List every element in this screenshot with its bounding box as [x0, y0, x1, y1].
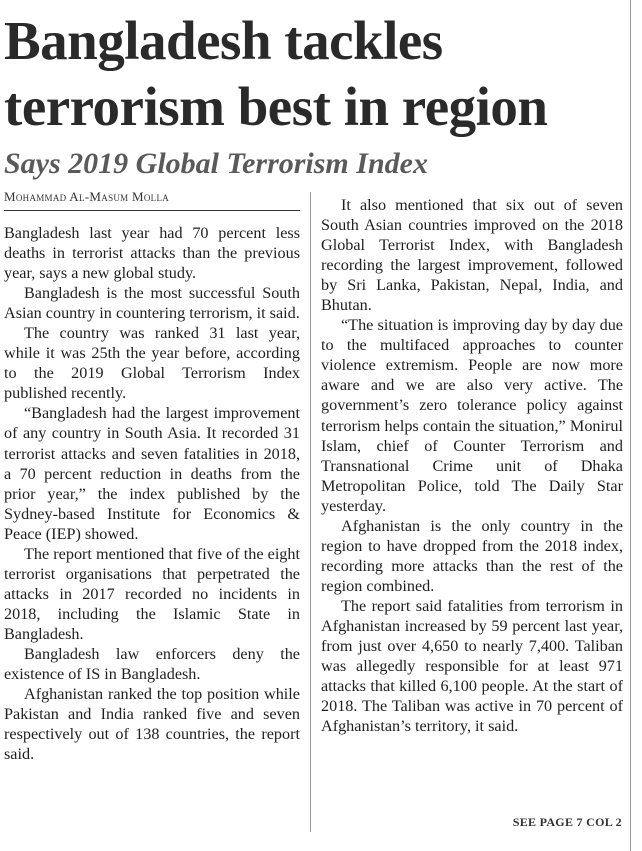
paragraph: Afghanistan is the only country in the region to have dropped from the 2018 index, recording more attacks than the rest of the region combined.	[321, 516, 623, 595]
headline: Bangladesh tackles terrorism best in region	[4, 10, 548, 137]
paragraph: “Bangladesh had the largest improvement of any country in South Asia. It recorded 31 terrorist attacks and seven fatalities in 2018, a 70 percent reduction in deaths from the prior year,” the index published by the Sydney-based Institute for Economics & Peace (IEP) showed.	[4, 404, 300, 543]
byline-rule	[4, 210, 300, 211]
paragraph: The report said fatalities from terrorism in Afghanistan increased by 59 percent last year, from just over 4,650 to nearly 7,400. Taliban was allegedly responsible for at least 971 attacks that killed 6,100 people. At the start of 2018. The Taliban was active in 70 percent of Afghanistan’s territory, it said.	[321, 596, 623, 736]
deck-subheadline: Says 2019 Global Terrorism Index	[4, 147, 428, 180]
paragraph: Afghanistan ranked the top position while Pakistan and India ranked five and seven respectively out of 138 countries, the report said.	[4, 685, 300, 764]
byline: Mohammad Al-Masum Molla	[4, 189, 170, 204]
paragraph: The country was ranked 31 last year, while it was 25th the year before, according to the 2019 Global Terrorism Index published recently.	[4, 324, 300, 403]
page-edge-rule	[630, 0, 631, 851]
continuation-jump-line: SEE PAGE 7 COL 2	[512, 815, 622, 829]
paragraph: Bangladesh last year had 70 percent less deaths in terrorist attacks than the previous year, says a new global study.	[4, 224, 300, 283]
article-column-left	[4, 223, 300, 764]
article-column-right	[321, 195, 623, 736]
paragraph: The report mentioned that five of the eight terrorist organisations that perpetrated the attacks in 2017 recorded no incidents in 2018, including the Islamic State in Bangladesh.	[4, 544, 300, 643]
paragraph: It also mentioned that six out of seven South Asian countries improved on the 2018 Global Terrorist Index, with Bangladesh recording the largest improvement, followed by Sri Lanka, Pakistan, Nepal, India, and Bhutan.	[321, 196, 623, 315]
column-divider	[310, 192, 311, 832]
paragraph: Bangladesh is the most successful South Asian country in countering terrorism, it said.	[4, 284, 300, 323]
paragraph: “The situation is improving day by day due to the multifaced approaches to counter violence extremism. People are now more aware and we are also very active. The government’s zero tolerance policy against terrorism helps contain the situation,” Monirul Islam, chief of Counter Terrorism and Transnational Crime unit of Dhaka Metropolitan Police, told The Daily Star yesterday.	[321, 316, 623, 515]
paragraph: Bangladesh law enforcers deny the existence of IS in Bangladesh.	[4, 644, 300, 684]
